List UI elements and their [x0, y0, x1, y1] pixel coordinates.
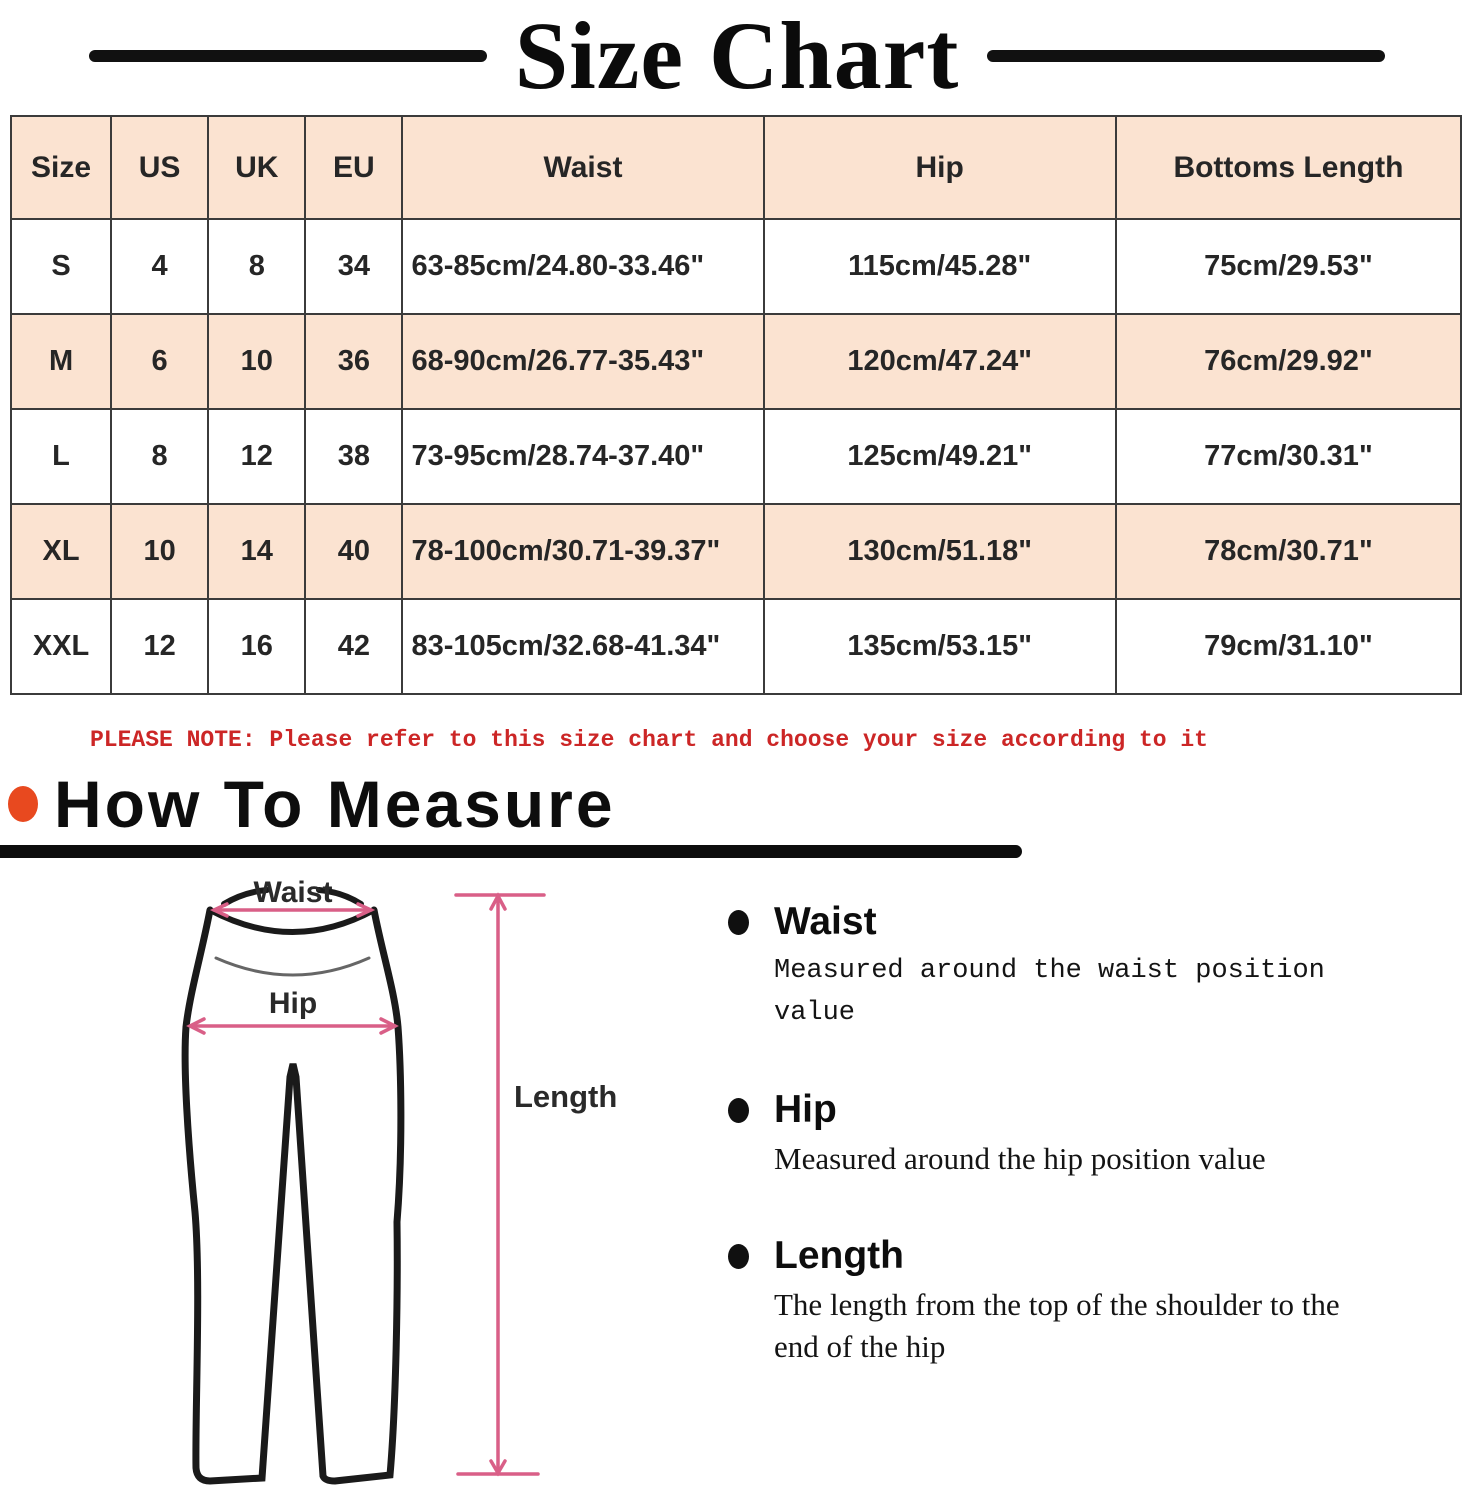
col-header-uk: UK — [208, 116, 305, 219]
cell: 34 — [305, 219, 402, 314]
col-header-hip: Hip — [764, 116, 1116, 219]
cell: 10 — [208, 314, 305, 409]
cell: 135cm/53.15" — [764, 599, 1116, 694]
col-header-eu: EU — [305, 116, 402, 219]
col-header-size: Size — [11, 116, 111, 219]
cell: 38 — [305, 409, 402, 504]
waistband-seam — [216, 958, 369, 975]
cell: 12 — [208, 409, 305, 504]
please-note-text: PLEASE NOTE: Please refer to this size chart and choose your size according to it — [90, 727, 1208, 753]
waist-description: Measured around the waist position value — [774, 956, 1325, 1028]
measure-definitions — [728, 898, 1388, 1420]
length-description: The length from the top of the shoulder to the end of the hip — [774, 1287, 1340, 1364]
cell: 125cm/49.21" — [764, 409, 1116, 504]
cell: 14 — [208, 504, 305, 599]
bullet-icon — [728, 1098, 749, 1123]
cell: 79cm/31.10" — [1116, 599, 1461, 694]
heading-underline — [0, 845, 1022, 858]
length-measure-line — [456, 895, 544, 1474]
cell: 78cm/30.71" — [1116, 504, 1461, 599]
pants-measure-diagram — [0, 862, 740, 1500]
cell: 40 — [305, 504, 402, 599]
cell: 63-85cm/24.80-33.46" — [402, 219, 763, 314]
cell: 8 — [208, 219, 305, 314]
col-header-bottoms-length: Bottoms Length — [1116, 116, 1461, 219]
bullet-icon — [728, 910, 749, 935]
waist-label: Waist — [774, 900, 877, 943]
table-row-s — [11, 219, 1461, 314]
diagram-length-label: Length — [514, 1079, 618, 1114]
cell: 115cm/45.28" — [764, 219, 1116, 314]
how-to-measure-heading — [8, 766, 616, 842]
cell: S — [11, 219, 111, 314]
cell: L — [11, 409, 111, 504]
cell: 42 — [305, 599, 402, 694]
title-right-line — [987, 50, 1385, 62]
hip-measure-arrow — [190, 1019, 395, 1033]
measure-item-length — [728, 1232, 1388, 1368]
cell: 6 — [111, 314, 208, 409]
table-row-xxl — [11, 599, 1461, 694]
cell: 77cm/30.31" — [1116, 409, 1461, 504]
length-label: Length — [774, 1234, 904, 1277]
col-header-us: US — [111, 116, 208, 219]
cell: 73-95cm/28.74-37.40" — [402, 409, 763, 504]
cell: XXL — [11, 599, 111, 694]
diagram-waist-label: Waist — [253, 876, 333, 909]
measure-item-waist — [728, 898, 1388, 1034]
table-row-l — [11, 409, 1461, 504]
cell: 8 — [111, 409, 208, 504]
title-left-line — [89, 50, 487, 62]
cell: 75cm/29.53" — [1116, 219, 1461, 314]
hip-description: Measured around the hip position value — [774, 1141, 1266, 1176]
cell: 130cm/51.18" — [764, 504, 1116, 599]
cell: 10 — [111, 504, 208, 599]
cell: 16 — [208, 599, 305, 694]
how-to-measure-title: How To Measure — [54, 767, 616, 841]
diagram-hip-label: Hip — [268, 987, 318, 1020]
title-row — [0, 0, 1474, 112]
measure-item-hip — [728, 1086, 1388, 1180]
cell: XL — [11, 504, 111, 599]
cell: 36 — [305, 314, 402, 409]
cell: 83-105cm/32.68-41.34" — [402, 599, 763, 694]
ring-icon — [8, 786, 38, 822]
cell: 68-90cm/26.77-35.43" — [402, 314, 763, 409]
size-table — [10, 115, 1462, 695]
cell: M — [11, 314, 111, 409]
cell: 12 — [111, 599, 208, 694]
page-title: Size Chart — [514, 2, 960, 109]
cell: 76cm/29.92" — [1116, 314, 1461, 409]
col-header-waist: Waist — [402, 116, 763, 219]
hip-label: Hip — [774, 1088, 837, 1131]
waistband-front-rim — [210, 910, 374, 932]
cell: 4 — [111, 219, 208, 314]
table-row-m — [11, 314, 1461, 409]
cell: 120cm/47.24" — [764, 314, 1116, 409]
bullet-icon — [728, 1244, 749, 1269]
table-row-xl — [11, 504, 1461, 599]
table-header-row — [11, 116, 1461, 219]
cell: 78-100cm/30.71-39.37" — [402, 504, 763, 599]
